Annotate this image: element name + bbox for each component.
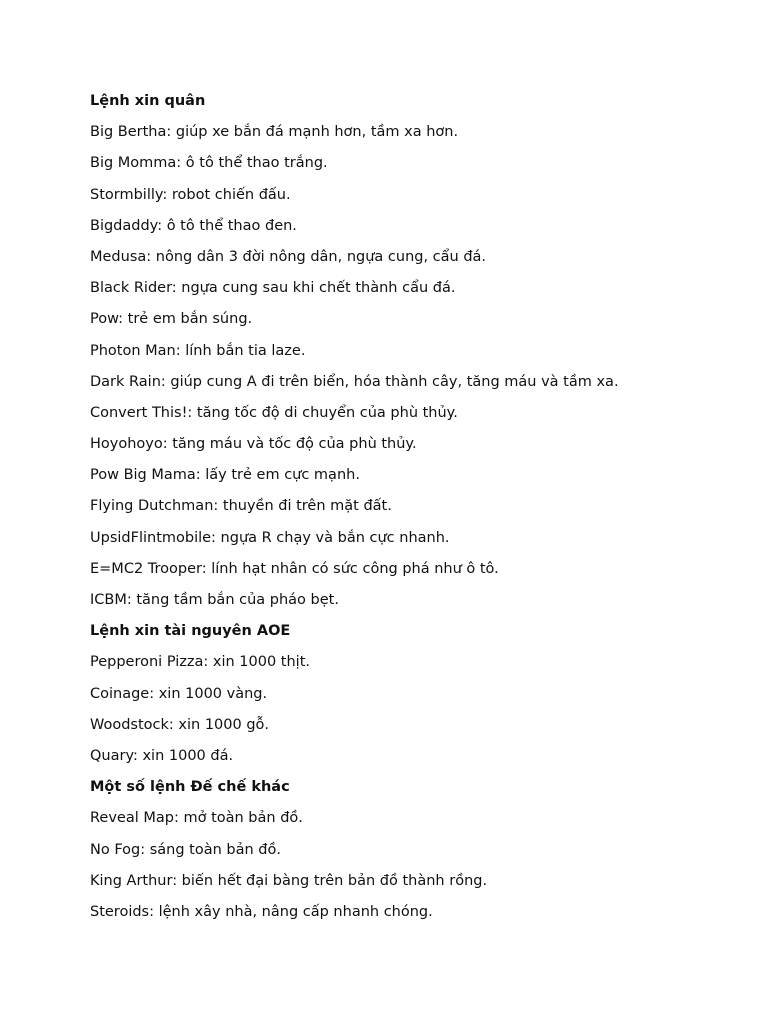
section-heading-other: Một số lệnh Đế chế khác (90, 779, 290, 796)
list-item: No Fog: sáng toàn bản đồ. (90, 841, 281, 858)
list-item: E=MC2 Trooper: lính hạt nhân có sức công phá như ô tô. (90, 560, 499, 577)
list-item: Black Rider: ngựa cung sau khi chết thành cẩu đá. (90, 280, 456, 297)
list-item: Pow: trẻ em bắn súng. (90, 311, 253, 328)
list-item: Coinage: xin 1000 vàng. (90, 685, 268, 702)
list-item: Reveal Map: mở toàn bản đồ. (90, 810, 303, 827)
section-heading-units: Lệnh xin quân (90, 93, 206, 109)
list-item: Big Momma: ô tô thể thao trắng. (90, 155, 328, 172)
list-item: Convert This!: tăng tốc độ di chuyển của phù thủy. (90, 404, 458, 421)
list-item: Hoyohoyo: tăng máu và tốc độ của phù thủy. (90, 436, 417, 453)
section-heading-resources: Lệnh xin tài nguyên AOE (90, 623, 291, 640)
list-item: Woodstock: xin 1000 gỗ. (90, 716, 270, 733)
list-item: ICBM: tăng tầm bắn của pháo bẹt. (90, 592, 339, 608)
list-item: Pow Big Mama: lấy trẻ em cực mạnh. (90, 467, 360, 484)
list-item: Quary: xin 1000 đá. (90, 747, 234, 764)
list-item: King Arthur: biến hết đại bàng trên bản đồ thành rồng. (90, 872, 488, 889)
list-item: Stormbilly: robot chiến đấu. (90, 186, 291, 203)
list-item: Dark Rain: giúp cung A đi trên biển, hóa thành cây, tăng máu và tầm xa. (90, 373, 619, 390)
document-page (90, 89, 730, 931)
list-item: Bigdaddy: ô tô thể thao đen. (90, 217, 297, 234)
list-item: Big Bertha: giúp xe bắn đá mạnh hơn, tầm xa hơn. (90, 124, 459, 141)
list-item: Flying Dutchman: thuyền đi trên mặt đất. (90, 498, 392, 515)
list-item: UpsidFlintmobile: ngựa R chạy và bắn cực nhanh. (90, 529, 450, 546)
list-item: Medusa: nông dân 3 đời nông dân, ngựa cung, cẩu đá. (90, 248, 487, 265)
list-item: Steroids: lệnh xây nhà, nâng cấp nhanh chóng. (90, 903, 433, 920)
list-item: Pepperoni Pizza: xin 1000 thịt. (90, 654, 310, 671)
list-item: Photon Man: lính bắn tia laze. (90, 342, 306, 359)
